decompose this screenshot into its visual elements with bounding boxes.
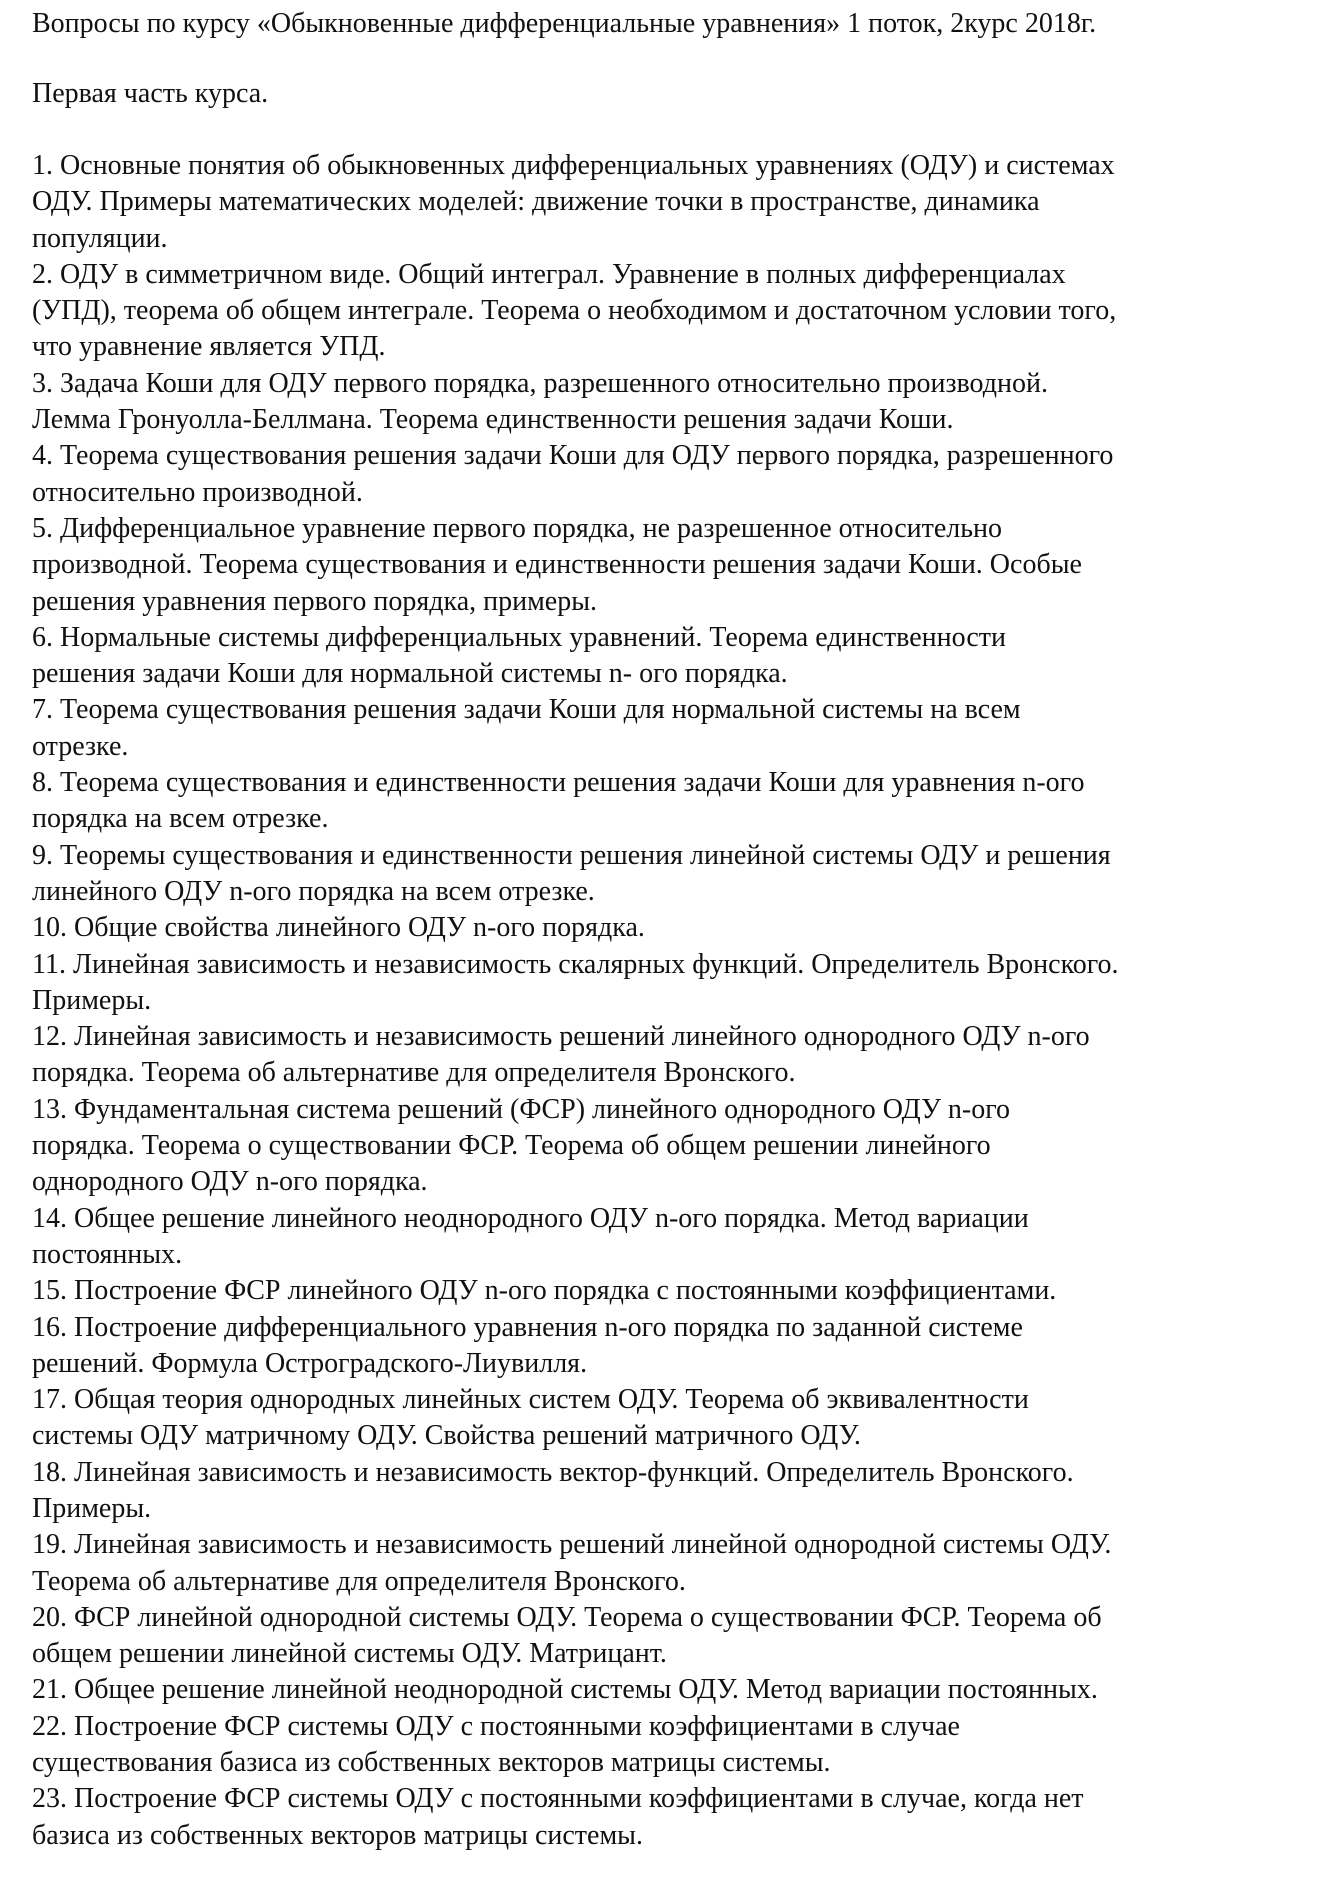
question-line: производной. Теорема существования и единственности решения задачи Коши. Особые — [32, 549, 1082, 581]
question-line: Примеры. — [32, 1492, 152, 1524]
question-item — [32, 1709, 1302, 1782]
question-item — [32, 838, 1302, 911]
document-page — [32, 0, 1302, 1889]
question-line: Лемма Гронуолла-Беллмана. Теорема единственности решения задачи Коши. — [32, 404, 954, 436]
question-item — [32, 620, 1302, 693]
question-item — [32, 1455, 1302, 1528]
question-item — [32, 438, 1302, 511]
document-header: Вопросы по курсу «Обыкновенные дифференциальные уравнения» 1 поток, 2курс 2018г. — [32, 8, 1097, 39]
question-line: 19. Линейная зависимость и независимость решений линейной однородной системы ОДУ. — [32, 1529, 1112, 1561]
question-line: однородного ОДУ n-ого порядка. — [32, 1166, 428, 1198]
question-line: порядка на всем отрезке. — [32, 803, 329, 835]
question-line: относительно производной. — [32, 476, 363, 508]
question-line: 17. Общая теория однородных линейных систем ОДУ. Теорема об эквивалентности — [32, 1384, 1029, 1416]
question-item — [32, 1382, 1302, 1455]
question-list — [32, 148, 1302, 1854]
question-line: общем решении линейной системы ОДУ. Матрицант. — [32, 1638, 667, 1670]
question-line: 3. Задача Коши для ОДУ первого порядка, разрешенного относительно производной. — [32, 367, 1048, 399]
question-line: 21. Общее решение линейной неоднородной системы ОДУ. Метод вариации постоянных. — [32, 1674, 1098, 1706]
question-line: 22. Построение ФСР системы ОДУ с постоянными коэффициентами в случае — [32, 1710, 960, 1742]
question-item — [32, 1527, 1302, 1600]
question-line: системы ОДУ матричному ОДУ. Свойства решений матричного ОДУ. — [32, 1420, 861, 1452]
question-line: 10. Общие свойства линейного ОДУ n-ого порядка. — [32, 912, 645, 944]
question-line: порядка. Теорема об альтернативе для определителя Вронского. — [32, 1057, 796, 1089]
question-line: 9. Теоремы существования и единственности решения линейной системы ОДУ и решения — [32, 839, 1111, 871]
question-line: что уравнение является УПД. — [32, 331, 386, 363]
question-line: ОДУ. Примеры математических моделей: движение точки в пространстве, динамика — [32, 186, 1040, 218]
question-line: решений. Формула Остроградского-Лиувилля. — [32, 1347, 588, 1379]
question-line: существования базиса из собственных векторов матрицы системы. — [32, 1747, 831, 1779]
question-line: Примеры. — [32, 984, 152, 1016]
question-line: линейного ОДУ n-ого порядка на всем отрезке. — [32, 875, 595, 907]
question-item — [32, 692, 1302, 765]
question-item — [32, 1600, 1302, 1673]
question-item — [32, 947, 1302, 1020]
question-item — [32, 910, 1302, 946]
question-line: 18. Линейная зависимость и независимость вектор-функций. Определитель Вронского. — [32, 1456, 1074, 1488]
question-line: 13. Фундаментальная система решений (ФСР) линейного однородного ОДУ n-ого — [32, 1093, 1011, 1125]
question-line: 11. Линейная зависимость и независимость скалярных функций. Определитель Вронского. — [32, 948, 1119, 980]
question-line: 5. Дифференциальное уравнение первого порядка, не разрешенное относительно — [32, 512, 1002, 544]
question-line: 1. Основные понятия об обыкновенных дифференциальных уравнениях (ОДУ) и системах — [32, 150, 1115, 181]
question-line: базиса из собственных векторов матрицы системы. — [32, 1819, 643, 1851]
question-item — [32, 1092, 1302, 1201]
question-line: популяции. — [32, 222, 168, 254]
question-line: 23. Построение ФСР системы ОДУ с постоянными коэффициентами в случае, когда нет — [32, 1783, 1084, 1815]
question-line: решения уравнения первого порядка, примеры. — [32, 585, 598, 617]
question-item — [32, 257, 1302, 366]
question-item — [32, 366, 1302, 439]
question-line: порядка. Теорема о существовании ФСР. Теорема об общем решении линейного — [32, 1130, 991, 1162]
question-line: 12. Линейная зависимость и независимость решений линейного однородного ОДУ n-ого — [32, 1021, 1090, 1053]
question-line: постоянных. — [32, 1238, 183, 1270]
question-line: 8. Теорема существования и единственности решения задачи Коши для уравнения n-ого — [32, 767, 1085, 799]
question-item — [32, 1019, 1302, 1092]
question-item — [32, 511, 1302, 620]
question-item — [32, 765, 1302, 838]
question-line: 16. Построение дифференциального уравнения n-ого порядка по заданной системе — [32, 1311, 1023, 1343]
part-title: Первая часть курса. — [32, 78, 269, 109]
question-line: 2. ОДУ в симметричном виде. Общий интеграл. Уравнение в полных дифференциалах — [32, 258, 1066, 290]
question-item — [32, 1672, 1302, 1708]
question-line: Теорема об альтернативе для определителя Вронского. — [32, 1565, 686, 1597]
question-line: 14. Общее решение линейного неоднородного ОДУ n-ого порядка. Метод вариации — [32, 1202, 1029, 1234]
question-item — [32, 148, 1302, 257]
question-line: решения задачи Коши для нормальной системы n- ого порядка. — [32, 658, 788, 690]
question-line: 4. Теорема существования решения задачи Коши для ОДУ первого порядка, разрешенного — [32, 440, 1114, 472]
question-line: 15. Построение ФСР линейного ОДУ n-ого порядка с постоянными коэффициентами. — [32, 1275, 1057, 1307]
question-line: (УПД), теорема об общем интеграле. Теорема о необходимом и достаточном условии того, — [32, 295, 1117, 327]
question-item — [32, 1781, 1302, 1854]
question-line: 7. Теорема существования решения задачи Коши для нормальной системы на всем — [32, 694, 1021, 726]
question-line: отрезке. — [32, 730, 129, 762]
question-line: 20. ФСР линейной однородной системы ОДУ. Теорема о существовании ФСР. Теорема об — [32, 1601, 1102, 1633]
question-item — [32, 1273, 1302, 1309]
question-line: 6. Нормальные системы дифференциальных уравнений. Теорема единственности — [32, 621, 1006, 653]
question-item — [32, 1201, 1302, 1274]
question-item — [32, 1310, 1302, 1383]
